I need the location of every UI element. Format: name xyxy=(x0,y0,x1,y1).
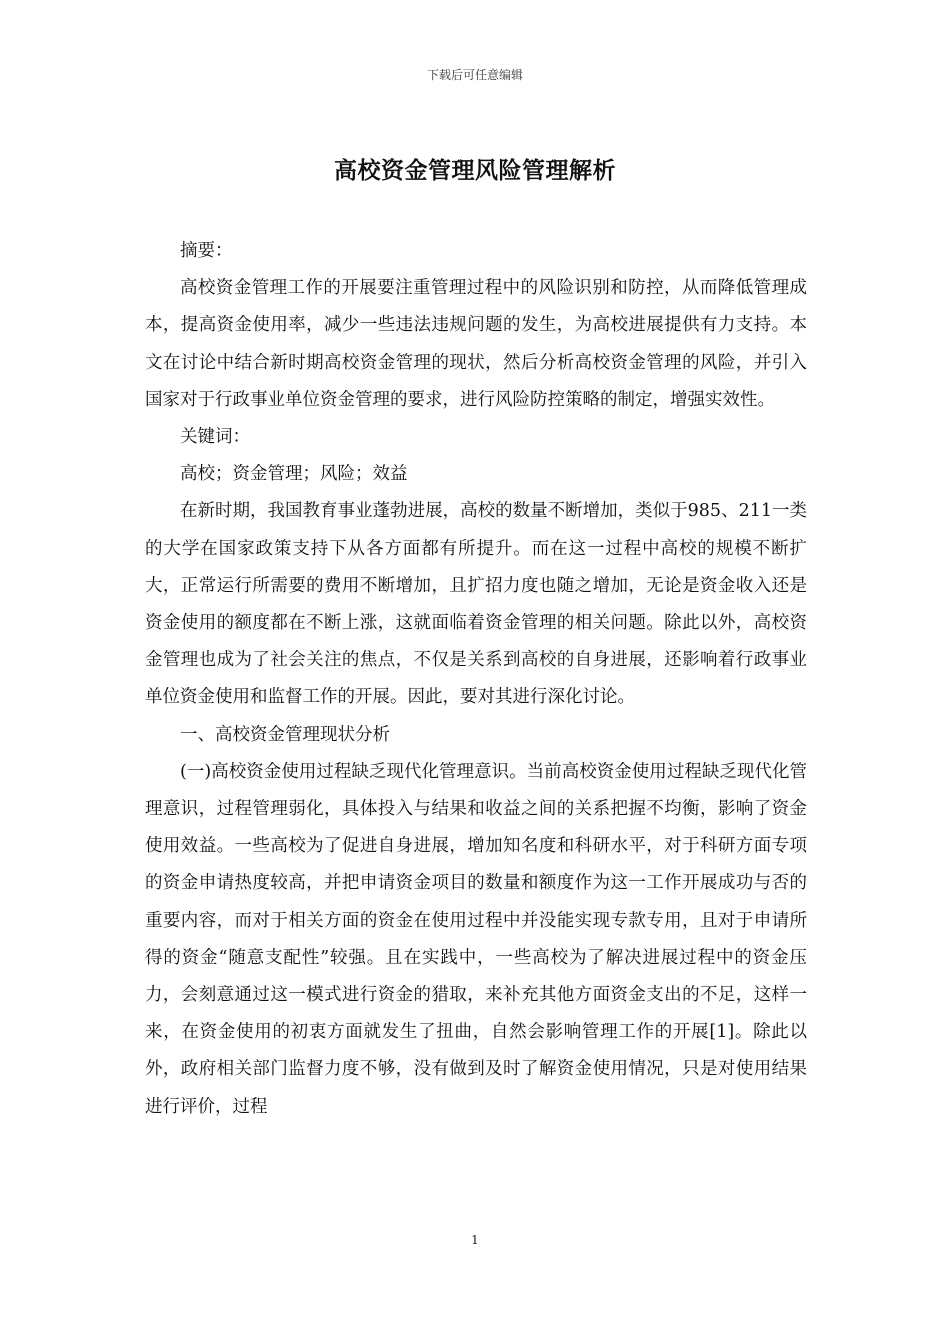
keywords-list: 高校；资金管理；风险；效益 xyxy=(180,464,408,485)
intro-paragraph: 在新时期，我国教育事业蓬勃进展，高校的数量不断增加，类似于985、211一类的大学在国家政策支持下从各方面都有所提升。而在这一过程中高校的规模不断扩大，正常运行所需要的费用不断增加，且扩招力度也随之增加，无论是资金收入还是资金使用的额度都在不断上涨，这就面临着资金管理的相关问题。除此以外，高校资金管理也成为了社会关注的焦点，不仅是关系到高校的自身进展，还影响着行政事业单位资金使用和监督工作的开展。因此，要对其进行深化讨论。 xyxy=(145,501,807,708)
document-title: 高校资金管理风险管理解析 xyxy=(334,157,616,184)
page-number: 1 xyxy=(471,1233,479,1247)
page-header-note: 下载后可任意编辑 xyxy=(426,68,523,82)
document-body xyxy=(145,233,807,1126)
abstract-paragraph: 高校资金管理工作的开展要注重管理过程中的风险识别和防控，从而降低管理成本，提高资金使用率，减少一些违法违规问题的发生，为高校进展提供有力支持。本文在讨论中结合新时期高校资金管理的现状，然后分析高校资金管理的风险，并引入国家对于行政事业单位资金管理的要求，进行风险防控策略的制定，增强实效性。 xyxy=(145,278,807,410)
section-1-paragraph: (一)高校资金使用过程缺乏现代化管理意识。当前高校资金使用过程缺乏现代化管理意识，过程管理弱化，具体投入与结果和收益之间的关系把握不均衡，影响了资金使用效益。一些高校为了促进自身进展，增加知名度和科研水平，对于科研方面专项的资金申请热度较高，并把申请资金项目的数量和额度作为这一工作开展成功与否的重要内容，而对于相关方面的资金在使用过程中并没能实现专款专用，且对于申请所得的资金“随意支配性”较强。且在实践中，一些高校为了解决进展过程中的资金压力，会刻意通过这一模式进行资金的猎取，来补充其他方面资金支出的不足，这样一来，在资金使用的初衷方面就发生了扭曲，自然会影响管理工作的开展[1]。除此以外，政府相关部门监督力度不够，没有做到及时了解资金使用情况，只是对使用结果进行评价，过程 xyxy=(145,761,807,1117)
keywords-heading: 关键词： xyxy=(180,427,250,448)
section-heading-1: 一、高校资金管理现状分析 xyxy=(180,724,390,745)
abstract-heading: 摘要： xyxy=(180,241,233,261)
